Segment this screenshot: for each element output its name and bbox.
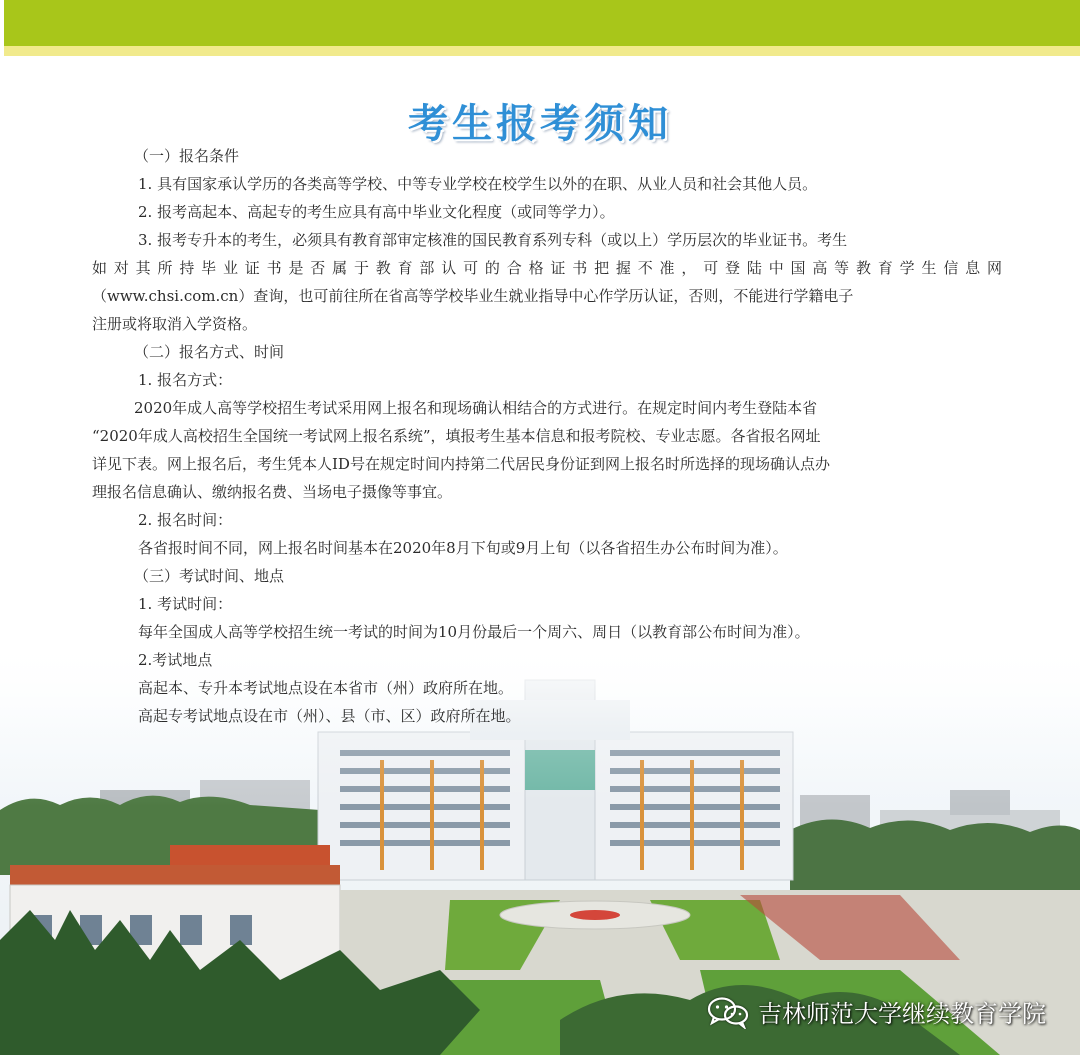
condition-item-2: 2. 报考高起本、高起专的考生应具有高中毕业文化程度（或同等学力）。 <box>138 203 615 221</box>
page-title: 考生报考须知 <box>408 101 672 147</box>
wechat-icon <box>706 995 750 1029</box>
watermark-text: 吉林师范大学继续教育学院 <box>758 1000 1046 1028</box>
section-heading-exam-time-place: （三）考试时间、地点 <box>134 567 285 585</box>
condition-item-3-line-3: （www.chsi.com.cn）查询，也可前往所在省高等学校毕业生就业指导中心作学历认证，否则，不能进行学籍电子 <box>92 287 854 305</box>
wechat-watermark <box>706 994 1046 1029</box>
exam-time-paragraph: 每年全国成人高等学校招生统一考试的时间为10月份最后一个周六、周日（以教育部公布时间为准）。 <box>138 623 810 641</box>
condition-item-3-line-1: 3. 报考专升本的考生，必须具有教育部审定核准的国民教育系列专科（或以上）学历层次的毕业证书。考生 <box>138 231 848 249</box>
registration-time-paragraph: 各省报时间不同，网上报名时间基本在2020年8月下旬或9月上旬（以各省招生办公布时间为准）。 <box>138 539 788 557</box>
exam-place-paragraph-1: 高起本、专升本考试地点设在本省市（州）政府所在地。 <box>138 679 514 697</box>
section-heading-registration-method: （二）报名方式、时间 <box>134 343 285 361</box>
subheading-registration-method: 1. 报名方式： <box>138 371 233 389</box>
notice-body <box>92 142 1002 730</box>
exam-place-paragraph-2: 高起专考试地点设在市（州）、县（市、区）政府所在地。 <box>138 707 521 725</box>
condition-item-3-line-2: 如对其所持毕业证书是否属于教育部认可的合格证书把握不准，可登陆中国高等教育学生信息网 <box>92 259 1002 277</box>
subheading-exam-place: 2.考试地点 <box>138 651 213 669</box>
subheading-exam-time: 1. 考试时间： <box>138 595 233 613</box>
top-yellow-stripe <box>4 46 1080 56</box>
method-paragraph-line-1: 2020年成人高等学校招生考试采用网上报名和现场确认相结合的方式进行。在规定时间内考生登陆本省 <box>134 399 818 417</box>
condition-item-1: 1. 具有国家承认学历的各类高等学校、中等专业学校在校学生以外的在职、从业人员和社会其他人员。 <box>138 175 818 193</box>
section-heading-registration-conditions: （一）报名条件 <box>134 147 240 165</box>
subheading-registration-time: 2. 报名时间： <box>138 511 233 529</box>
method-paragraph-line-4: 理报名信息确认、缴纳报名费、当场电子摄像等事宜。 <box>92 483 453 501</box>
condition-item-3-line-4: 注册或将取消入学资格。 <box>92 315 258 333</box>
method-paragraph-line-2: “2020年成人高校招生全国统一考试网上报名系统”，填报考生基本信息和报考院校、专业志愿。各省报名网址 <box>92 427 821 445</box>
method-paragraph-line-3: 详见下表。网上报名后，考生凭本人ID号在规定时间内持第二代居民身份证到网上报名时所选择的现场确认点办 <box>92 455 830 473</box>
top-green-banner <box>4 0 1080 46</box>
